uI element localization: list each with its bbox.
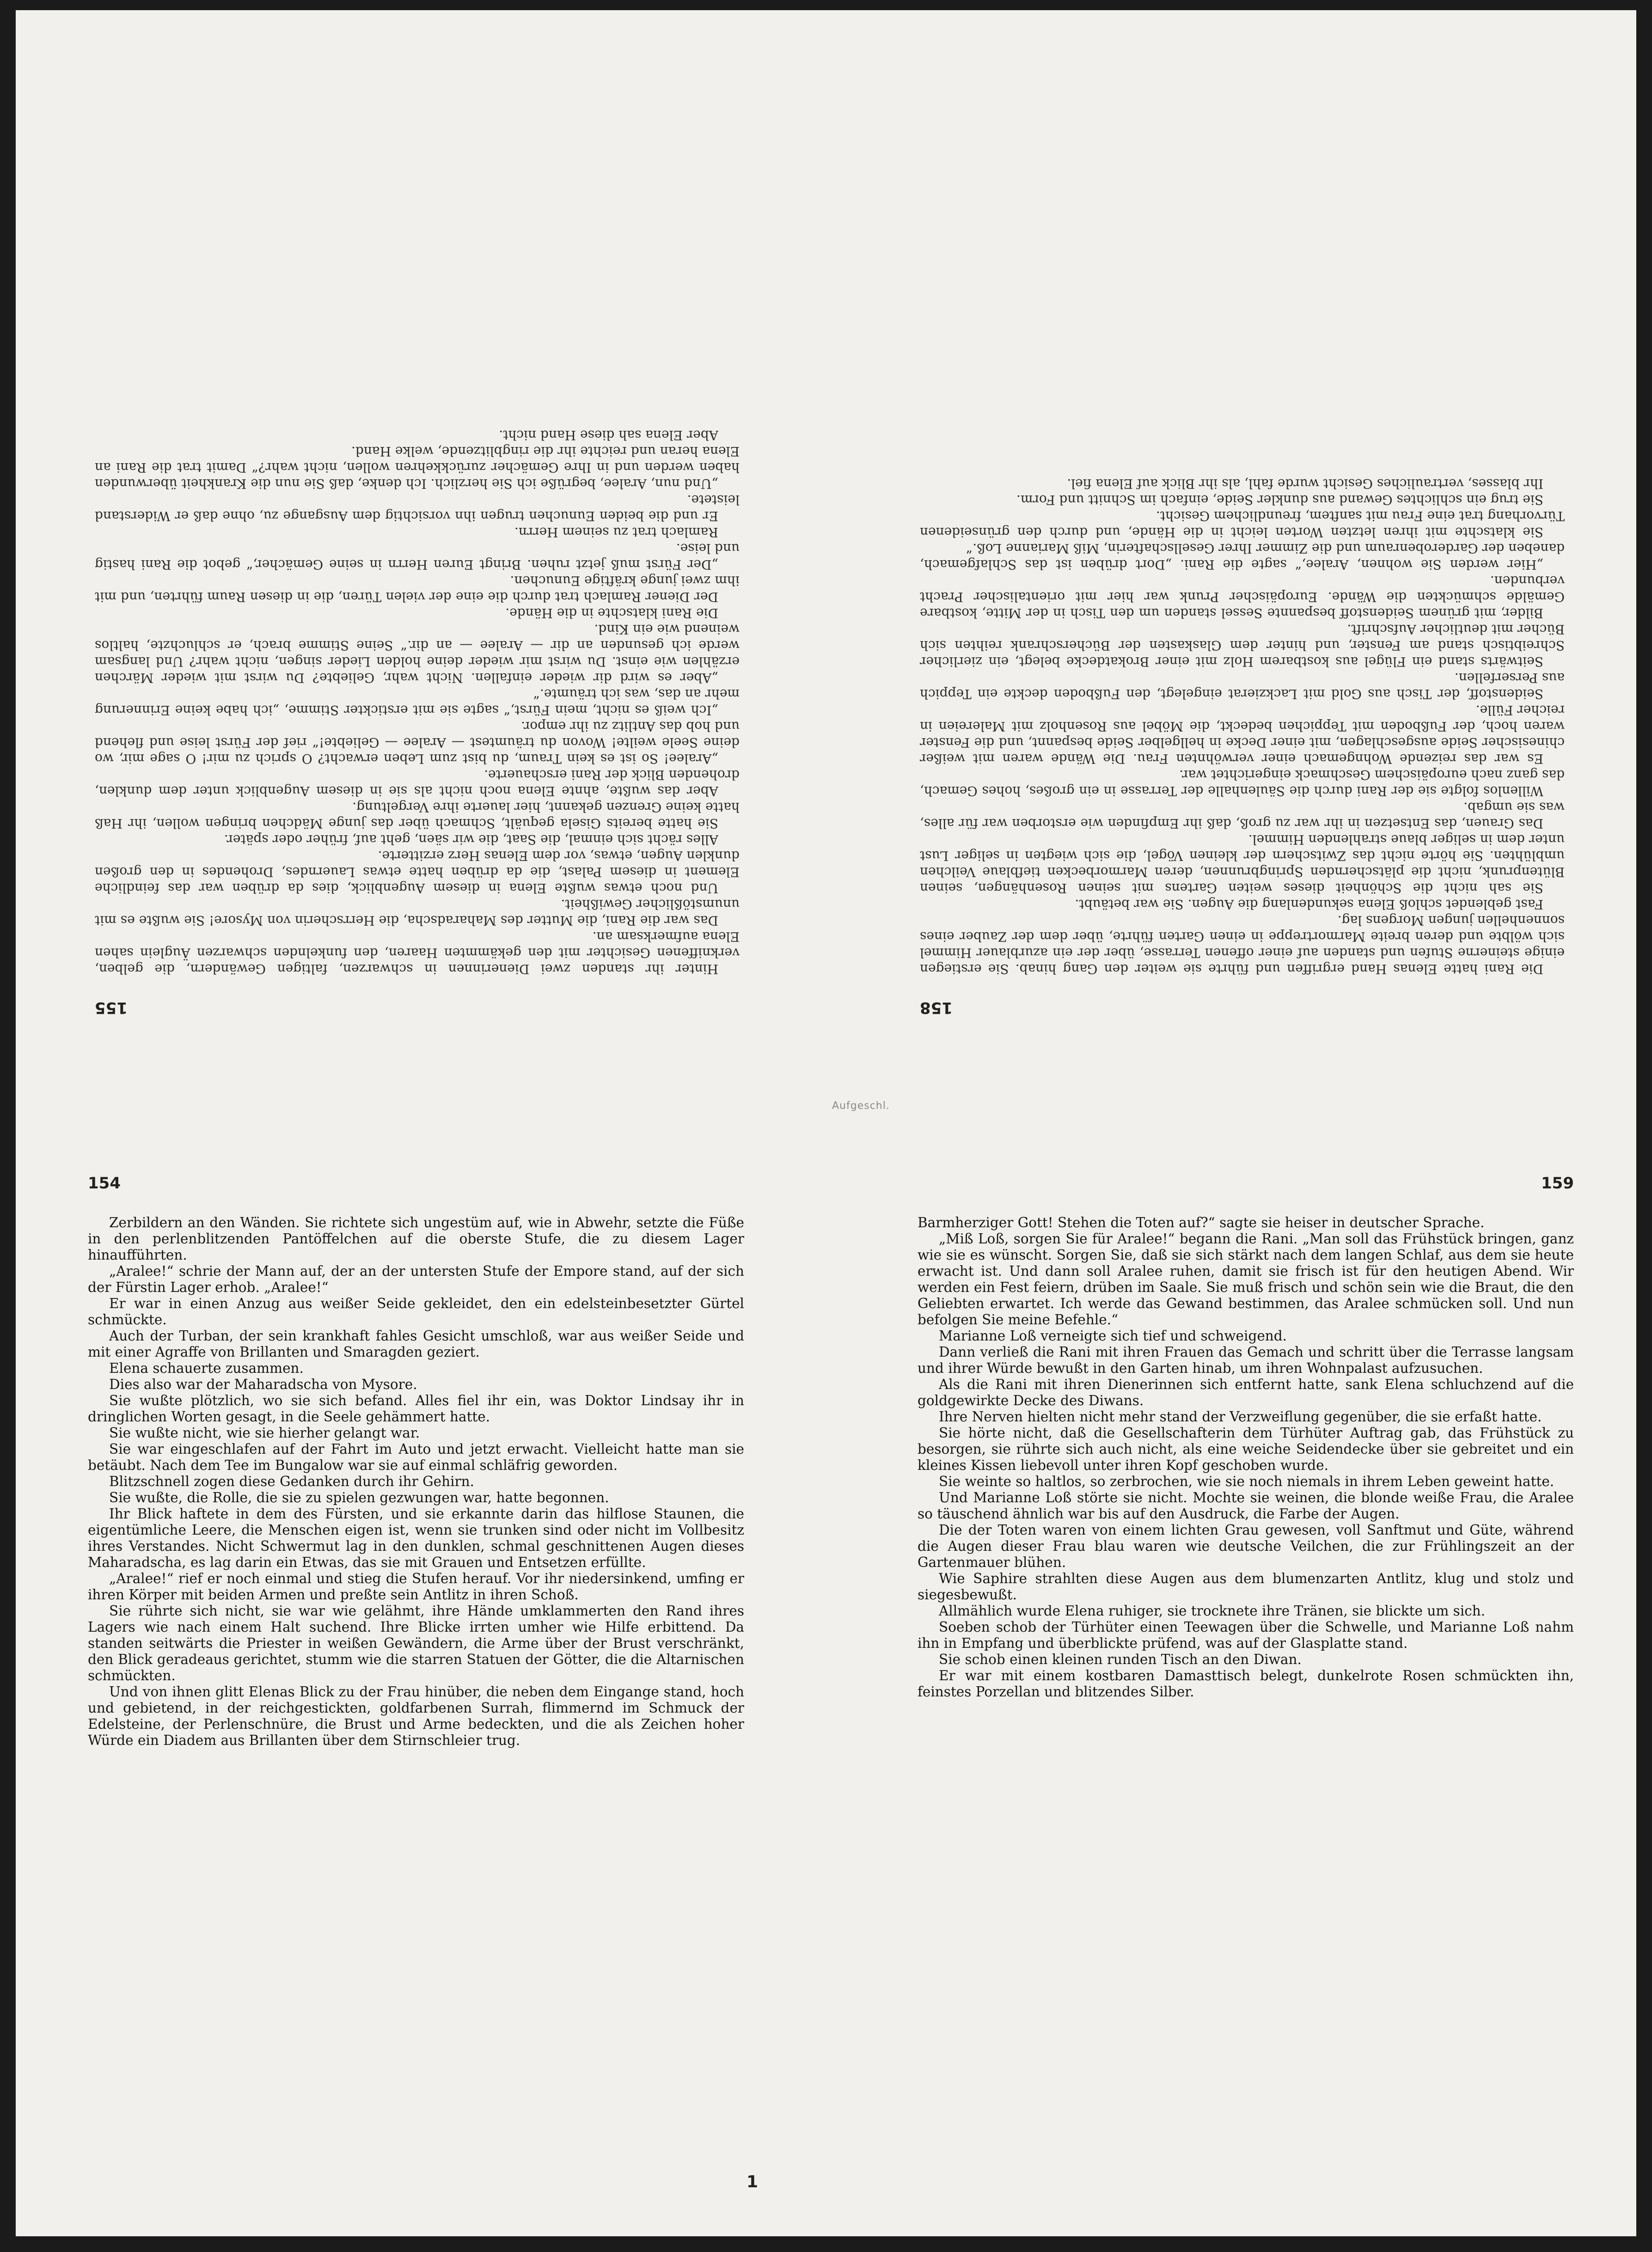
page-155-upside-down (95, 97, 740, 1017)
page-text (920, 476, 1565, 977)
paragraph: Soeben schob der Türhüter einen Teewagen über die Schwelle, und Marianne Loß nahm ihn in Empfang und überblickte prüfend, was auf der Glasplatte stand. (918, 1619, 1574, 1651)
paragraph: Sie war eingeschlafen auf der Fahrt im Auto und jetzt erwacht. Vielleicht hatte man sie betäubt. Nach dem Tee im Bungalow war sie auf einmal schläfrig geworden. (88, 1441, 744, 1473)
page-text (88, 1215, 744, 1749)
paragraph: Ihre Nerven hielten nicht mehr stand der Verzweiflung gegenüber, die sie erfaßt hatte. (939, 1409, 1542, 1425)
scan-edge-right (1636, 0, 1652, 2252)
paragraph: Zerbildern an den Wänden. Sie richtete sich ungestüm auf, wie in Abwehr, setzte die Füße in den perlenblitzenden Pantöffelchen auf die oberste Stufe, die zu diesem Lager hinaufführten. (88, 1215, 744, 1263)
paragraph: Sie wußte plötzlich, wo sie sich befand. Alles fiel ihr ein, was Doktor Lindsay ihr in dringlichen Worten gesagt, in die Seele gehämmert hatte. (88, 1393, 744, 1425)
paragraph: Er war mit einem kostbaren Damasttisch belegt, dunkelrote Rosen schmückten ihn, feinstes Porzellan und blitzendes Silber. (918, 1668, 1574, 1700)
paragraph: „Aralee!“ schrie der Mann auf, der an der untersten Stufe der Empore stand, auf der sich der Fürstin Lager erhob. „Aralee!“ (88, 1263, 744, 1295)
paragraph: Wie Saphire strahlten diese Augen aus dem blumenzarten Antlitz, klug und stolz und siegesbewußt. (918, 1571, 1574, 1603)
paragraph: „Ich weiß es nicht, mein Fürst,“ sagte sie mit erstickter Stimme, „ich habe keine Erinnerung mehr an das, was ich träumte.“ (95, 686, 740, 718)
page-154 (88, 1174, 744, 2080)
paragraph: Seidenstoff, der Tisch aus Gold mit Lackzierat eingelegt, den Fußboden deckte ein Teppich aus Perserfellen. (920, 670, 1565, 702)
paragraph: Und von ihnen glitt Elenas Blick zu der Frau hinüber, die neben dem Eingange stand, hoch und gebietend, in der reichgestickten, goldfarbenen Surrah, flimmernd im Schmuck der Edelsteine, der Perlenschnüre, die Brust und Arme bedeckten, und die als Zeichen hoher Würde ein Diadem aus Brillanten über dem Stirnschleier trug. (88, 1684, 744, 1748)
paragraph: Ramlach trat zu seinem Herrn. (514, 525, 718, 540)
paragraph: Sie weinte so haltlos, so zerbrochen, wie sie noch niemals in ihrem Leben geweint hatte. (939, 1474, 1554, 1489)
paragraph: Ihr blasses, vertrauliches Gesicht wurde fahl, als ihr Blick auf Elena fiel. (1067, 476, 1543, 491)
paragraph: Dann verließ die Rani mit ihren Frauen das Gemach und schritt über die Terrasse langsam und ihrer Würde bewußt in den Garten hinab, um ihren Wohnpalast aufzusuchen. (918, 1344, 1574, 1376)
paragraph: Sie klatschte mit ihren letzten Worten leicht in die Hände, und durch den grünseidenen Türvorhang trat eine Frau mit sanftem, freundlichem Gesicht. (920, 508, 1565, 540)
page-number: 159 (1541, 1174, 1574, 1193)
paragraph: Sie wußte, die Rolle, die sie zu spielen gezwungen war, hatte begonnen. (109, 1490, 609, 1505)
paragraph: Sie wußte nicht, wie sie hierher gelangt war. (109, 1425, 420, 1441)
paragraph: Allmählich wurde Elena ruhiger, sie trocknete ihre Tränen, sie blickte um sich. (939, 1603, 1486, 1619)
paragraph: Auch der Turban, der sein krankhaft fahles Gesicht umschloß, war aus weißer Seide und mit einer Agraffe von Brillanten und Smaragden geziert. (88, 1328, 744, 1360)
paragraph: Elena schauerte zusammen. (109, 1360, 304, 1376)
paragraph: Willenlos folgte sie der Rani durch die Säulenhalle der Terrasse in ein großes, hohes Gemach, das ganz nach europäischem Geschmack eingerichtet war. (920, 767, 1565, 799)
paragraph: „Der Fürst muß jetzt ruhen. Bringt Euren Herrn in seine Gemächer,“ gebot die Rani hastig und leise. (95, 541, 740, 572)
page-number: 154 (88, 1174, 121, 1193)
paragraph: Marianne Loß verneigte sich tief und schweigend. (939, 1328, 1287, 1344)
paragraph: Aber das wußte, ahnte Elena noch nicht als sie in diesem Augenblick unter dem dunklen, drohenden Blick der Rani erschauerte. (95, 767, 740, 799)
paragraph: Das war die Rani, die Mutter des Maharadscha, die Herrscherin von Mysore! Sie wußte es mit unumstößlicher Gewißheit. (95, 897, 740, 928)
scan-edge-left (0, 0, 16, 2252)
paragraph: „Miß Loß, sorgen Sie für Aralee!“ begann die Rani. „Man soll das Frühstück bringen, ganz wie sie es wünscht. Sorgen Sie, daß sie sich stärkt nach dem langen Schlaf, aus dem sie heute erwacht ist. Und dann soll Aralee ruhen, damit sie frisch ist für den heutigen Abend. Wir werden ein Fest feiern, drüben im Saale. Sie muß frisch und schön sein wie die Braut, die den Geliebten erwartet. Ich werde das Gewand bestimmen, das Aralee schmücken soll. Und nun befolgen Sie meine Befehle.“ (918, 1231, 1574, 1328)
paragraph: Er und die beiden Eunuchen trugen ihn vorsichtig dem Ausgange zu, ohne daß er Widerstand leistete. (95, 492, 740, 524)
paragraph: Blitzschnell zogen diese Gedanken durch ihr Gehirn. (109, 1474, 475, 1489)
page-158-upside-down (920, 97, 1565, 1017)
paragraph: Dies also war der Maharadscha von Mysore. (109, 1377, 417, 1392)
paragraph: Sie sah nicht die Schönheit dieses weiten Gartens mit seinen Rosenhängen, seinen Blütenprunk, nicht die plätschernden Springbrunnen, deren Marmorbecken tiefblaue Veilchen umblühten. Sie hörte nicht das Zwitschern der kleinen Vögel, die sich wiegten in seliger Lust unter dem in seliger blaue strahlenden Himmel. (920, 832, 1565, 896)
page-text (95, 427, 740, 977)
paragraph: Hinter ihr standen zwei Dienerinnen in schwarzen, faltigen Gewändern, die gelben, verkniffenen Gesichter mit den gekämmten Haaren, den funkelnden schwarzen Äuglein sahen Elena aufmerksam an. (95, 929, 740, 977)
paragraph: „Aralee!“ rief er noch einmal und stieg die Stufen herauf. Vor ihr niedersinkend, umfing er ihren Körper mit beiden Armen und preßte sein Antlitz in ihren Schoß. (88, 1571, 744, 1603)
paragraph: Fast geblendet schloß Elena sekundenlang die Augen. Sie war betäubt. (1075, 897, 1543, 912)
paragraph: Und noch etwas wußte Elena in diesem Augenblick, dies da drüben war das feindliche Element in diesem Palast, die da drüben hatte etwas Lauerndes, Drohendes in den großen dunklen Augen, etwas, vor dem Elenas Herz erzitterte. (95, 848, 740, 896)
paragraph: Seitwärts stand ein Flügel aus kostbarem Holz mit einer Brokatdecke belegt, ein zierlicher Schreibtisch stand am Fenster, und hinter dem Glaskasten der Bücherschrank reihten sich Bücher mit deutlicher Aufschrift. (920, 622, 1565, 669)
paragraph: Sie schob einen kleinen runden Tisch an den Diwan. (939, 1652, 1302, 1667)
scan-edge-bottom (0, 2236, 1652, 2252)
paragraph: „Hier werden Sie wohnen, Aralee,“ sagte die Rani. „Dort drüben ist das Schlafgemach, daneben der Garderobenraum und die Zimmer Ihrer Gesellschafterin, Miß Marianne Loß.“ (920, 541, 1565, 572)
paragraph: Die der Toten waren von einem lichten Grau gewesen, voll Sanftmut und Güte, während die Augen dieser Frau blau waren wie deutsche Veilchen, die zur Frühlingszeit an der Gartenmauer blühen. (918, 1522, 1574, 1570)
page-159 (918, 1174, 1574, 2080)
paragraph: Der Diener Ramlach trat durch die eine der vielen Türen, die in diesen Raum führten, und mit ihm zwei junge kräftige Eunuchen. (95, 573, 740, 605)
paragraph: „Und nun, Aralee, begrüße ich Sie herzlich. Ich denke, daß Sie nun die Krankheit überwunden haben werden und in Ihre Gemächer zurückkehren wollen, nicht wahr?“ Damit trat die Rani an Elena heran und reichte ihr die ringblitzende, welke Hand. (95, 444, 740, 491)
paragraph: Bilder, mit grünem Seidenstoff bespannte Sessel standen um den Tisch in der Mitte, kostbare Gemälde schmückten die Wände. Europäischer Prunk war hier mit orientalischer Pracht verbunden. (920, 573, 1565, 621)
scan-edge-top (0, 0, 1652, 10)
paragraph: Die Rani klatschte in die Hände. (505, 606, 718, 621)
paragraph: Alles rächt sich einmal, die Saat, die wir säen, geht auf, früher oder später. (224, 832, 718, 847)
paragraph: Und Marianne Loß störte sie nicht. Mochte sie weinen, die blonde weiße Frau, die Aralee so täuschend ähnlich war bis auf den Ausdruck, die Farbe der Augen. (918, 1490, 1574, 1522)
page-number: 158 (920, 998, 953, 1017)
page-number: 155 (95, 998, 128, 1017)
paragraph: Er war in einen Anzug aus weißer Seide gekleidet, den ein edelsteinbesetzter Gürtel schmückte. (88, 1296, 744, 1328)
paragraph: Als die Rani mit ihren Dienerinnen sich entfernt hatte, sank Elena schluchzend auf die goldgewirkte Decke des Diwans. (918, 1377, 1574, 1408)
footer-mark: 1 (746, 2172, 759, 2191)
paragraph: Sie hörte nicht, daß die Gesellschafterin dem Türhüter Auftrag gab, das Frühstück zu besorgen, sie rührte sich auch nicht, als eine weiche Seidendecke über sie gebreitet und ein kleines Kissen liebevoll unter ihren Kopf geschoben wurde. (918, 1425, 1574, 1473)
paragraph: „Aber es wird dir wieder einfallen. Nicht wahr, Geliebte? Du wirst mit wieder Märchen erzählen wie einst. Du wirst mir wieder deine holden Lieder singen, nicht wahr? Und langsam werde ich gesunden an dir — Aralee — an dir.“ Seine Stimme brach, er schluchzte, haltlos weinend wie ein Kind. (95, 622, 740, 685)
paragraph: Aber Elena sah diese Hand nicht. (499, 428, 718, 443)
paragraph: Sie hatte bereits Gisela gequält, Schmach über das junge Mädchen bringen wollen, ihr Haß hatte keine Grenzen gekannt, hier lauerte ihre Vergeltung. (95, 800, 740, 831)
paragraph: Barmherziger Gott! Stehen die Toten auf?“ sagte sie heiser in deutscher Sprache. (918, 1215, 1485, 1230)
paragraph: Es war das reizende Wohngemach einer verwöhnten Frau. Die Wände waren mit weißer chinesischer Seide ausgeschlagen, mit einer Decke in hellgelber Seide bespannt, und die Fenster waren hoch, der Fußboden mit Teppichen bedeckt, die Möbel aus Rosenholz mit Malereien in reicher Fülle. (920, 703, 1565, 766)
paragraph: Sie trug ein schlichtes Gewand aus dunkler Seide, einfach im Schnitt und Form. (1016, 492, 1543, 508)
paragraph: Die Rani hatte Elenas Hand ergriffen und führte sie weiter den Gang hinab. Sie erstiegen einige steinerne Stufen und standen auf einer offenen Terrasse, über der ein azurblauer Himmel sich wölbte und deren breite Marmortreppe in einen Garten führte, über dem der Zauber eines sonnenhellen jungen Morgens lag. (920, 913, 1565, 977)
paragraph: Das Grauen, das Entsetzen in ihr war zu groß, daß ihr Empfinden wie erstorben war für alles, was sie umgab. (920, 800, 1565, 831)
paragraph: „Aralee! So ist es kein Traum, du bist zum Leben erwacht? O sprich zu mir! O sage mir, wo deine Seele weilte! Wovon du träumtest — Aralee — Geliebte!“ rief der Fürst leise und flehend und hob das Antlitz zu ihr empor. (95, 719, 740, 766)
paragraph: Ihr Blick haftete in dem des Fürsten, und sie erkannte darin das hilflose Staunen, die eigentümliche Leere, die Menschen eigen ist, wenn sie trunken sind oder nicht im Vollbesitz ihres Verstandes. Nicht Schwermut lag in den dunklen, schmal geschnittenen Augen dieses Maharadscha, es lag darin ein Etwas, das sie mit Grauen und Entsetzen erfüllte. (88, 1506, 744, 1570)
paragraph: Sie rührte sich nicht, sie war wie gelähmt, ihre Hände umklammerten den Rand ihres Lagers wie nach einem Halt suchend. Ihre Blicke irrten umher wie Hilfe erbittend. Da standen seitwärts die Priester in weißen Gewändern, die Arme über der Brust verschränkt, den Blick geradeaus gerichtet, stumm wie die starren Statuen der Götter, die die Altarnischen schmückten. (88, 1603, 744, 1683)
page-text (918, 1215, 1574, 1700)
center-smudge-text: Aufgeschl. (832, 1100, 890, 1112)
